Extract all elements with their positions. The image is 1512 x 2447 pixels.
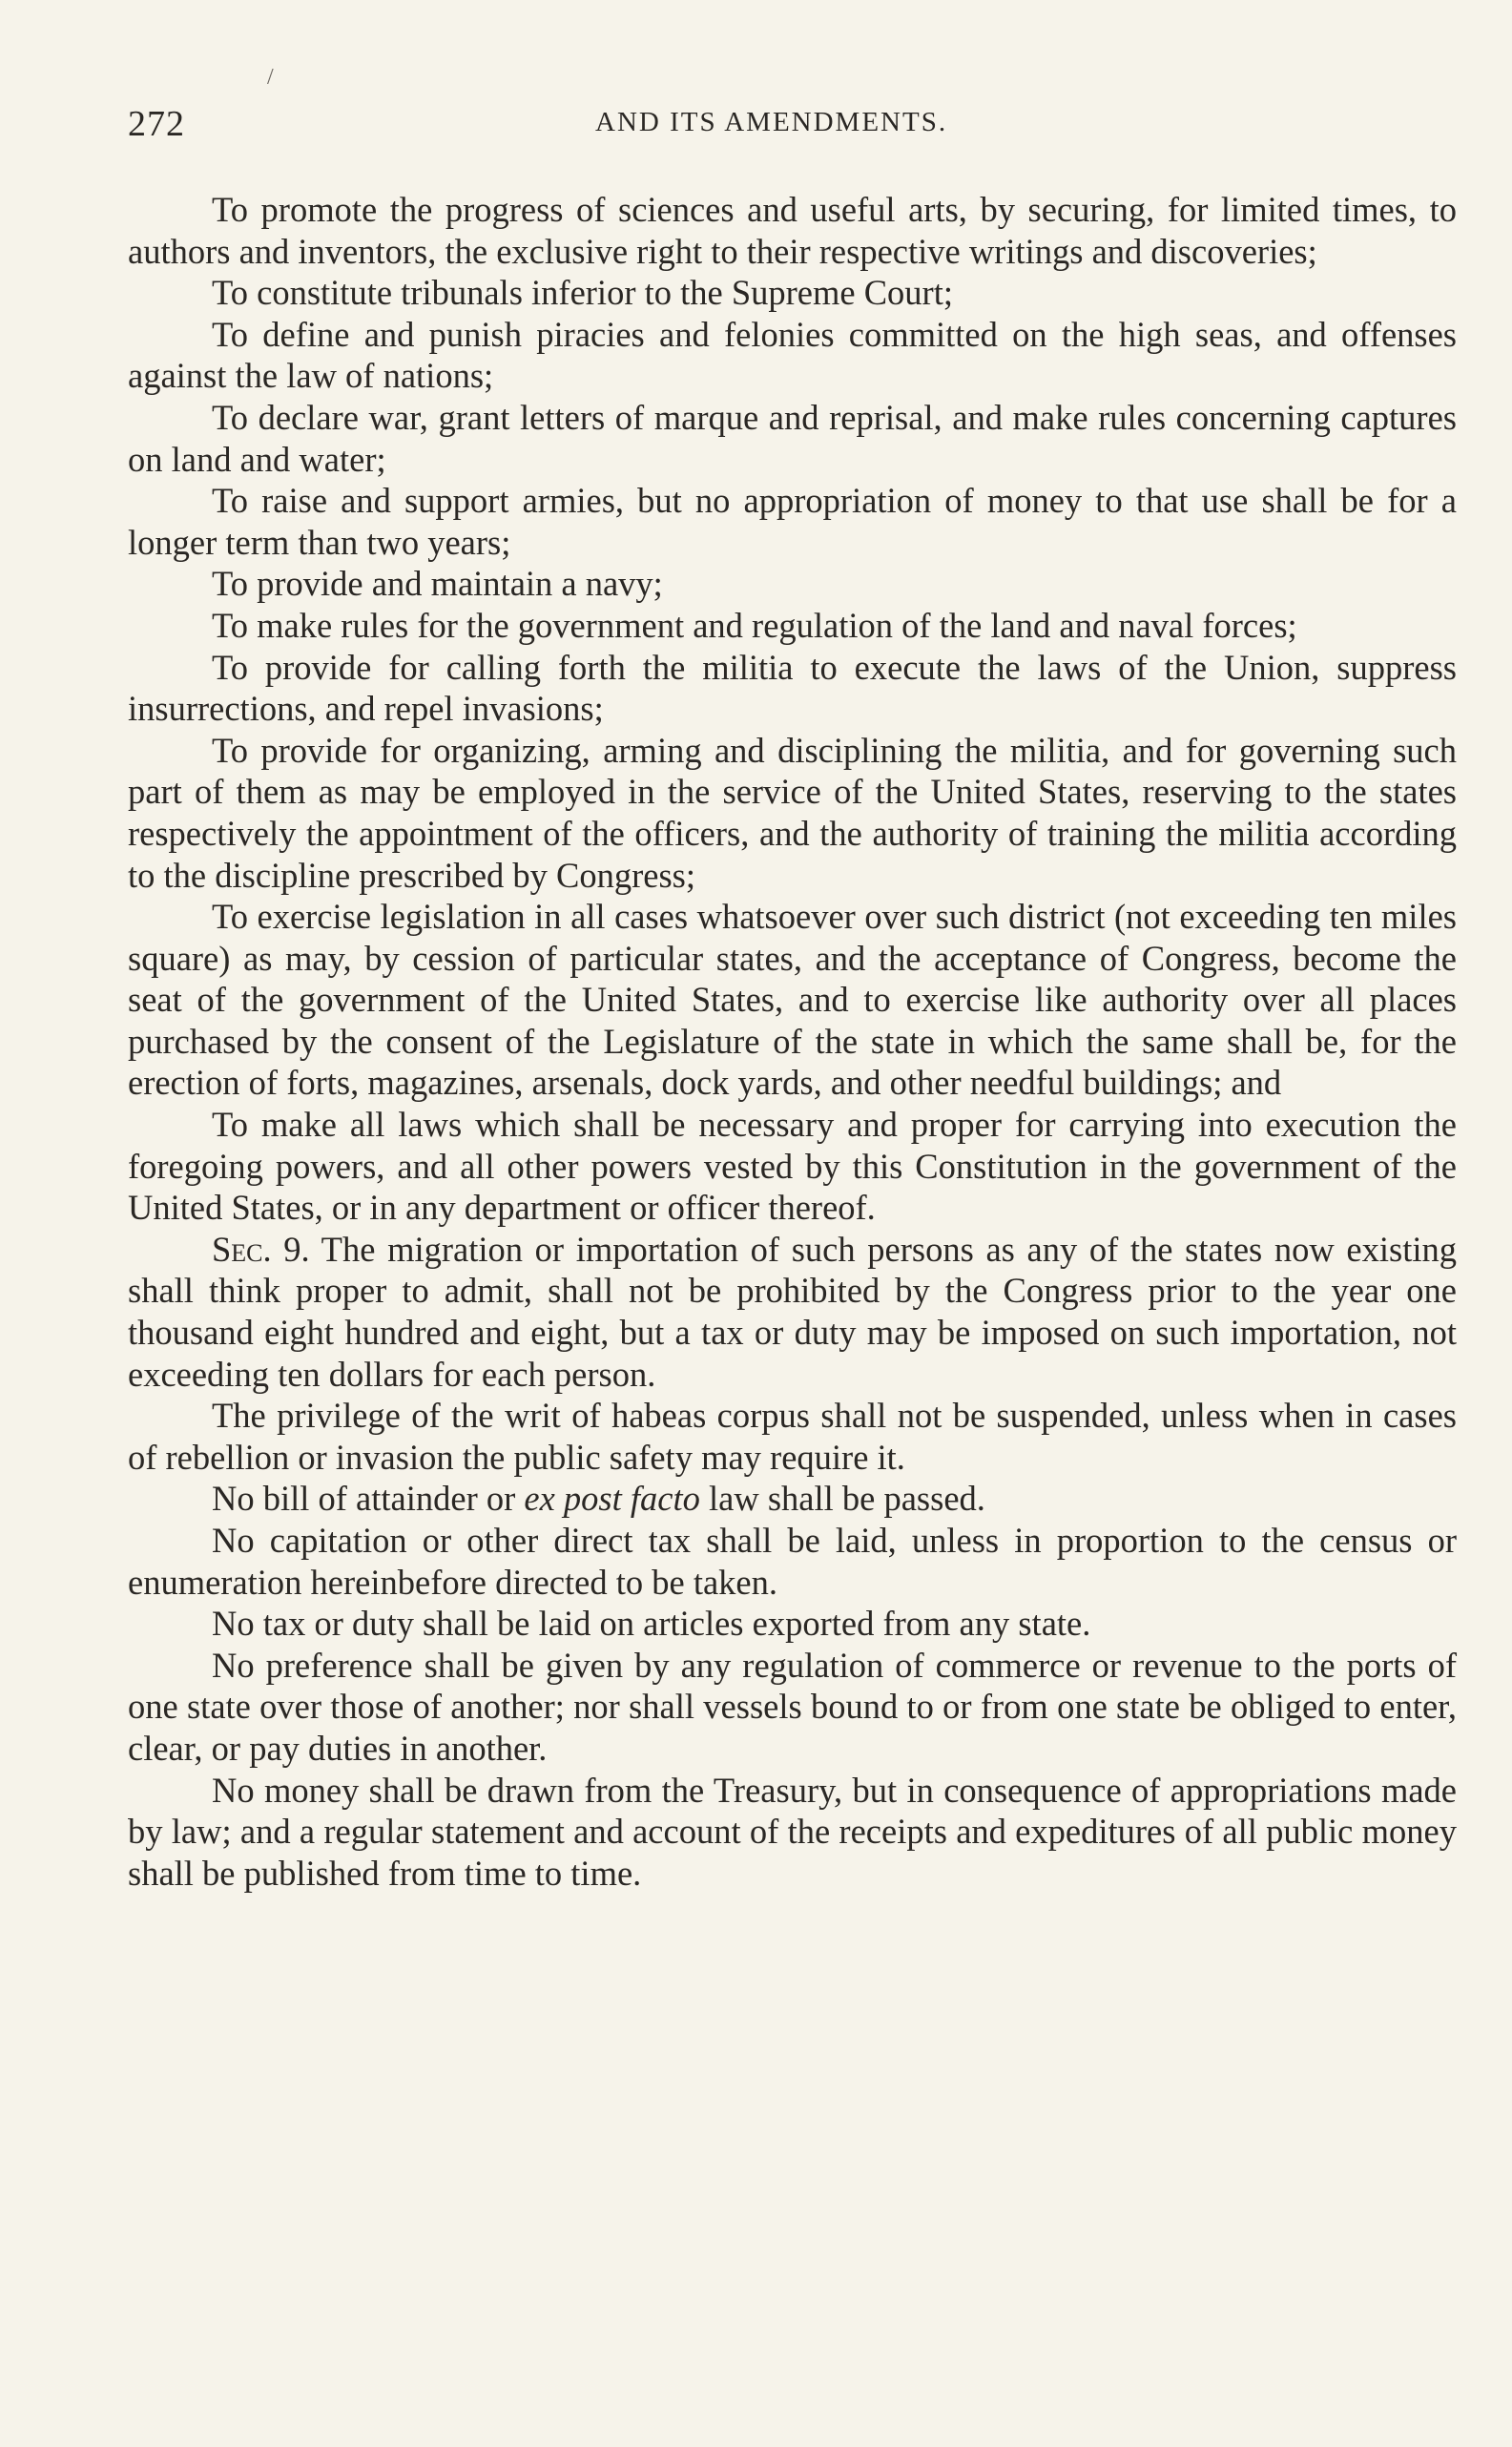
paragraph-export-tax: No tax or duty shall be laid on articles exported from any state. [212, 1604, 1091, 1644]
paragraph-navy: To provide and maintain a navy; [212, 564, 663, 604]
paragraph-treasury: No money shall be drawn from the Treasury, but in consequence of appropriations made by law; and a regular statement and account of the receipts and expeditures of all public money shall be published from time to time. [128, 1770, 1457, 1893]
paragraph-capitation: No capitation or other direct tax shall be laid, unless in proportion to the census or enumeration hereinbefore directed to be taken. [128, 1521, 1457, 1602]
ex-post-facto-phrase: ex post facto [524, 1479, 700, 1519]
section-9-text: The migration or importation of such persons as any of the states now existing shall think proper to admit, shall not be prohibited by the Congress prior to the year one thousand eight hundred and eight, but a tax or duty may be imposed on such importation, not exceeding ten dollars for each person. [128, 1229, 1457, 1394]
paragraph-piracies: To define and punish piracies and felonies committed on the high seas, and offenses against the law of nations; [128, 314, 1457, 396]
paragraph-declare-war: To declare war, grant letters of marque and reprisal, and make rules concerning captures on land and water; [128, 397, 1457, 479]
attainder-text-before: No bill of attainder or [212, 1479, 525, 1519]
section-label: Sec. 9. [212, 1229, 310, 1269]
paragraph-habeas-corpus: The privilege of the writ of habeas corpus shall not be suspended, unless when in cases of rebellion or invasion the public safety may require it. [128, 1396, 1457, 1477]
paragraph-necessary-proper: To make all laws which shall be necessary and proper for carrying into execution the foregoing powers, and all other powers vested by this Constitution in the government of the United States, or in any department or officer thereof. [128, 1105, 1457, 1228]
paragraph-militia-organizing: To provide for organizing, arming and disciplining the militia, and for governing such part of them as may be employed in the service of the United States, reserving to the states respectively the appointment of the officers, and the authority of training the militia according to the discipline prescribed by Congress; [128, 730, 1457, 895]
paragraph-section-9 [128, 1229, 1457, 1395]
paragraph-sciences-arts: To promote the progress of sciences and useful arts, by securing, for limited times, to authors and inventors, the exclusive right to their respective writings and discoveries; [128, 190, 1457, 271]
page-number: 272 [128, 104, 185, 144]
paragraph-armies: To raise and support armies, but no appropriation of money to that use shall be for a longer term than two years; [128, 481, 1457, 562]
stray-pencil-mark: / [267, 65, 274, 90]
paragraph-preference: No preference shall be given by any regulation of commerce or revenue to the ports of one state over those of another; nor shall vessels bound to or from one state be obliged to enter, clear, or pay duties in another. [128, 1645, 1457, 1768]
page-header [128, 103, 1463, 151]
paragraph-militia-calling: To provide for calling forth the militia to execute the laws of the Union, suppress insurrections, and repel invasions; [128, 647, 1457, 729]
body-text [128, 189, 1457, 1894]
running-head: AND ITS AMENDMENTS. [595, 107, 948, 137]
attainder-text-after: law shall be passed. [699, 1479, 985, 1519]
paragraph-attainder [128, 1478, 1457, 1520]
paragraph-exclusive-legislation: To exercise legislation in all cases whatsoever over such district (not exceeding ten miles square) as may, by cession of particular states, and the acceptance of Congress, become the seat of the government of the United States, and to exercise like authority over all places purchased by the consent of the Legislature of the state in which the same shall be, for the erection of forts, magazines, arsenals, dock yards, and other needful buildings; and [128, 897, 1457, 1103]
paragraph-land-naval-forces: To make rules for the government and regulation of the land and naval forces; [212, 605, 1297, 645]
paragraph-tribunals: To constitute tribunals inferior to the Supreme Court; [212, 273, 953, 313]
